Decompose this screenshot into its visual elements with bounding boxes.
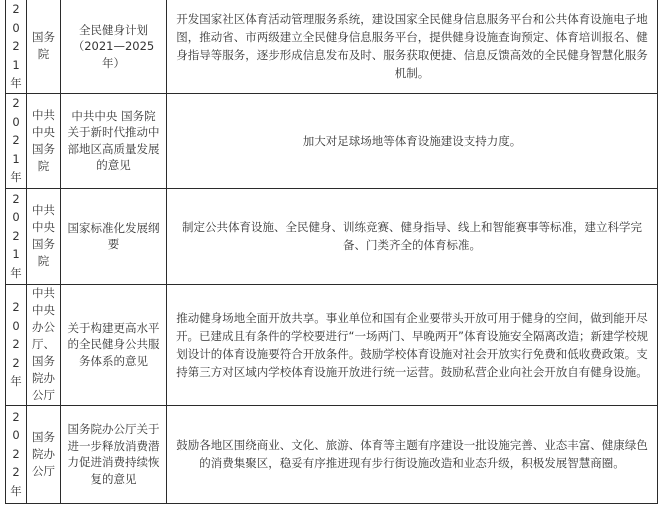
content-cell xyxy=(167,284,658,405)
org-text: 中共中央办公厅、国务院办公厅 xyxy=(32,286,55,402)
title-text: 中共中央 国务院关于新时代推动中部地区高质量发展的意见 xyxy=(67,108,160,172)
org-cell xyxy=(27,405,61,503)
table-row xyxy=(6,93,658,188)
content-text: 推动健身场地全面开放共享。事业单位和国有企业要带头开放可用于健身的空间，做到能开尽开。已建成且有条件的学校要进行“一场两门、早晚两开”体育设施安全隔离改造；新建学校规划设计的体育设施要符合开放条件。鼓励学校体育设施对社会开放实行免费和低收费政策。支持第三方对区域内学校体育设施开放进行统一运营。鼓励私营企业向社会开放自有健身设施。 xyxy=(176,310,648,379)
content-cell xyxy=(167,93,658,188)
year-cell xyxy=(6,405,27,503)
year-text: 2021年 xyxy=(10,191,22,280)
content-text: 加大对足球场地等体育设施建设支持力度。 xyxy=(302,133,522,148)
content-cell xyxy=(167,188,658,284)
org-cell xyxy=(27,0,61,93)
year-text: 2021年 xyxy=(10,96,22,185)
table-row xyxy=(6,0,658,93)
title-text: 全民健身计划（2021—2025年） xyxy=(72,22,155,70)
title-text: 国务院办公厅关于进一步释放消费潜力促进消费持续恢复的意见 xyxy=(67,422,160,486)
org-text: 中共中央国务院 xyxy=(32,107,55,173)
title-text: 国家标准化发展纲要 xyxy=(67,220,160,251)
table-row xyxy=(6,284,658,405)
year-text: 2022年 xyxy=(10,300,22,389)
year-text: 2022年 xyxy=(10,409,22,498)
content-cell xyxy=(167,0,658,93)
org-text: 中共中央国务院 xyxy=(32,203,55,268)
org-cell xyxy=(27,284,61,405)
year-cell xyxy=(6,188,27,284)
year-cell xyxy=(6,284,27,405)
org-cell xyxy=(27,93,61,188)
title-cell xyxy=(61,284,167,405)
year-cell xyxy=(6,93,27,188)
policy-table xyxy=(5,0,658,504)
year-text: 2021年 xyxy=(10,2,22,90)
title-text: 关于构建更高水平的全民健身公共服务体系的意见 xyxy=(67,320,160,368)
table-row xyxy=(6,405,658,503)
title-cell xyxy=(61,93,167,188)
content-text: 制定公共体育设施、全民健身、训练竞赛、健身指导、线上和智能赛事等标准，建立科学完备、门类齐全的体育标准。 xyxy=(182,220,642,252)
title-cell xyxy=(61,405,167,503)
table-row xyxy=(6,188,658,284)
title-cell xyxy=(61,0,167,93)
org-text: 国务院办公厅 xyxy=(32,429,55,478)
title-cell xyxy=(61,188,167,284)
content-text: 开发国家社区体育活动管理服务系统，建设国家全民健身信息服务平台和公共体育设施电子地图，推动省、市两级建立全民健身信息服务平台，提供健身设施查询预定、体育培训报名、健身指导等服务，逐步形成信息发布及时、服务获取便捷、信息反馈高效的全民健身智慧化服务机制。 xyxy=(176,12,648,81)
content-text: 鼓励各地区围绕商业、文化、旅游、体育等主题有序建设一批设施完善、业态丰富、健康绿色的消费集聚区，稳妥有序推进现有步行街设施改造和业态升级，积极发展智慧商圈。 xyxy=(176,438,648,470)
org-cell xyxy=(27,188,61,284)
content-cell xyxy=(167,405,658,503)
year-cell xyxy=(6,0,27,93)
org-text: 国务院 xyxy=(32,30,55,62)
